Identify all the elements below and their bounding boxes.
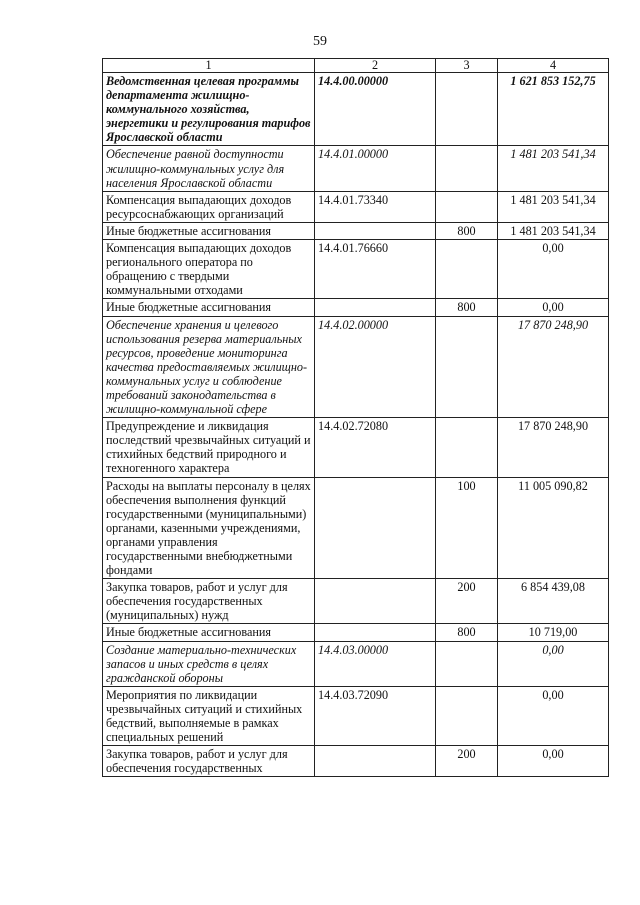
table-row [103, 746, 609, 777]
header-col-1: 1 [103, 59, 315, 73]
row-name-cell: Мероприятия по ликвидации чрезвычайных ситуаций и стихийных бедствий, выполняемые в рамках специальных решений [103, 686, 315, 745]
table-row [103, 477, 609, 579]
table-row [103, 240, 609, 299]
row-expense-type-cell: 200 [436, 579, 498, 624]
row-name-cell: Закупка товаров, работ и услуг для обеспечения государственных (муниципальных) нужд [103, 579, 315, 624]
row-name-cell: Предупреждение и ликвидация последствий чрезвычайных ситуаций и стихийных бедствий природного и техногенного характера [103, 418, 315, 477]
row-name-cell: Обеспечение равной доступности жилищно-коммунальных услуг для населения Ярославской области [103, 146, 315, 191]
row-amount-cell: 1 481 203 541,34 [498, 191, 609, 222]
row-amount-cell: 11 005 090,82 [498, 477, 609, 579]
page-number: 59 [313, 34, 327, 49]
row-code-cell [315, 477, 436, 579]
budget-table [102, 58, 609, 777]
table-row [103, 579, 609, 624]
table-row [103, 191, 609, 222]
row-expense-type-cell [436, 191, 498, 222]
row-code-cell: 14.4.01.73340 [315, 191, 436, 222]
row-name-cell: Компенсация выпадающих доходов регионального оператора по обращению с твердыми коммунальными отходами [103, 240, 315, 299]
row-expense-type-cell: 200 [436, 746, 498, 777]
row-code-cell: 14.4.03.72090 [315, 686, 436, 745]
row-amount-cell: 0,00 [498, 299, 609, 316]
row-expense-type-cell: 100 [436, 477, 498, 579]
row-code-cell [315, 299, 436, 316]
row-code-cell [315, 579, 436, 624]
row-name-cell: Закупка товаров, работ и услуг для обеспечения государственных [103, 746, 315, 777]
table-header-row [103, 59, 609, 73]
header-col-2: 2 [315, 59, 436, 73]
table-row [103, 316, 609, 418]
row-amount-cell: 0,00 [498, 641, 609, 686]
row-amount-cell: 0,00 [498, 240, 609, 299]
row-code-cell: 14.4.03.00000 [315, 641, 436, 686]
header-col-3: 3 [436, 59, 498, 73]
row-amount-cell: 1 481 203 541,34 [498, 146, 609, 191]
row-expense-type-cell: 800 [436, 624, 498, 641]
table-row [103, 418, 609, 477]
table-row [103, 641, 609, 686]
row-name-cell: Ведомственная целевая программы департамента жилищно-коммунального хозяйства, энергетики и регулирования тарифов Ярославской области [103, 73, 315, 146]
header-col-4: 4 [498, 59, 609, 73]
table-row [103, 222, 609, 239]
row-amount-cell: 0,00 [498, 746, 609, 777]
row-code-cell: 14.4.02.00000 [315, 316, 436, 418]
table-row [103, 624, 609, 641]
row-amount-cell: 1 621 853 152,75 [498, 73, 609, 146]
row-name-cell: Иные бюджетные ассигнования [103, 624, 315, 641]
row-name-cell: Создание материально-технических запасов и иных средств в целях гражданской обороны [103, 641, 315, 686]
row-code-cell: 14.4.01.76660 [315, 240, 436, 299]
row-code-cell: 14.4.02.72080 [315, 418, 436, 477]
row-amount-cell: 1 481 203 541,34 [498, 222, 609, 239]
row-expense-type-cell: 800 [436, 222, 498, 239]
table-row [103, 73, 609, 146]
row-expense-type-cell [436, 418, 498, 477]
budget-table-body [103, 59, 609, 777]
row-name-cell: Компенсация выпадающих доходов ресурсоснабжающих организаций [103, 191, 315, 222]
table-row [103, 299, 609, 316]
row-name-cell: Иные бюджетные ассигнования [103, 299, 315, 316]
row-amount-cell: 17 870 248,90 [498, 316, 609, 418]
row-amount-cell: 10 719,00 [498, 624, 609, 641]
row-expense-type-cell [436, 146, 498, 191]
row-name-cell: Расходы на выплаты персоналу в целях обеспечения выполнения функций государственными (муниципальными) органами, казенными учреждениями, органами управления государственными внебюджетными фондами [103, 477, 315, 579]
row-code-cell [315, 624, 436, 641]
row-code-cell [315, 746, 436, 777]
row-expense-type-cell [436, 641, 498, 686]
row-name-cell: Обеспечение хранения и целевого использования резерва материальных ресурсов, проведение мониторинга качества предоставляемых жилищно-коммунальных услуг и соблюдение требований законодательства в жилищно-коммунальной сфере [103, 316, 315, 418]
row-expense-type-cell [436, 73, 498, 146]
row-code-cell: 14.4.00.00000 [315, 73, 436, 146]
row-amount-cell: 0,00 [498, 686, 609, 745]
row-expense-type-cell: 800 [436, 299, 498, 316]
table-row [103, 686, 609, 745]
row-code-cell [315, 222, 436, 239]
row-name-cell: Иные бюджетные ассигнования [103, 222, 315, 239]
row-amount-cell: 17 870 248,90 [498, 418, 609, 477]
row-amount-cell: 6 854 439,08 [498, 579, 609, 624]
row-expense-type-cell [436, 240, 498, 299]
row-code-cell: 14.4.01.00000 [315, 146, 436, 191]
row-expense-type-cell [436, 686, 498, 745]
table-row [103, 146, 609, 191]
row-expense-type-cell [436, 316, 498, 418]
